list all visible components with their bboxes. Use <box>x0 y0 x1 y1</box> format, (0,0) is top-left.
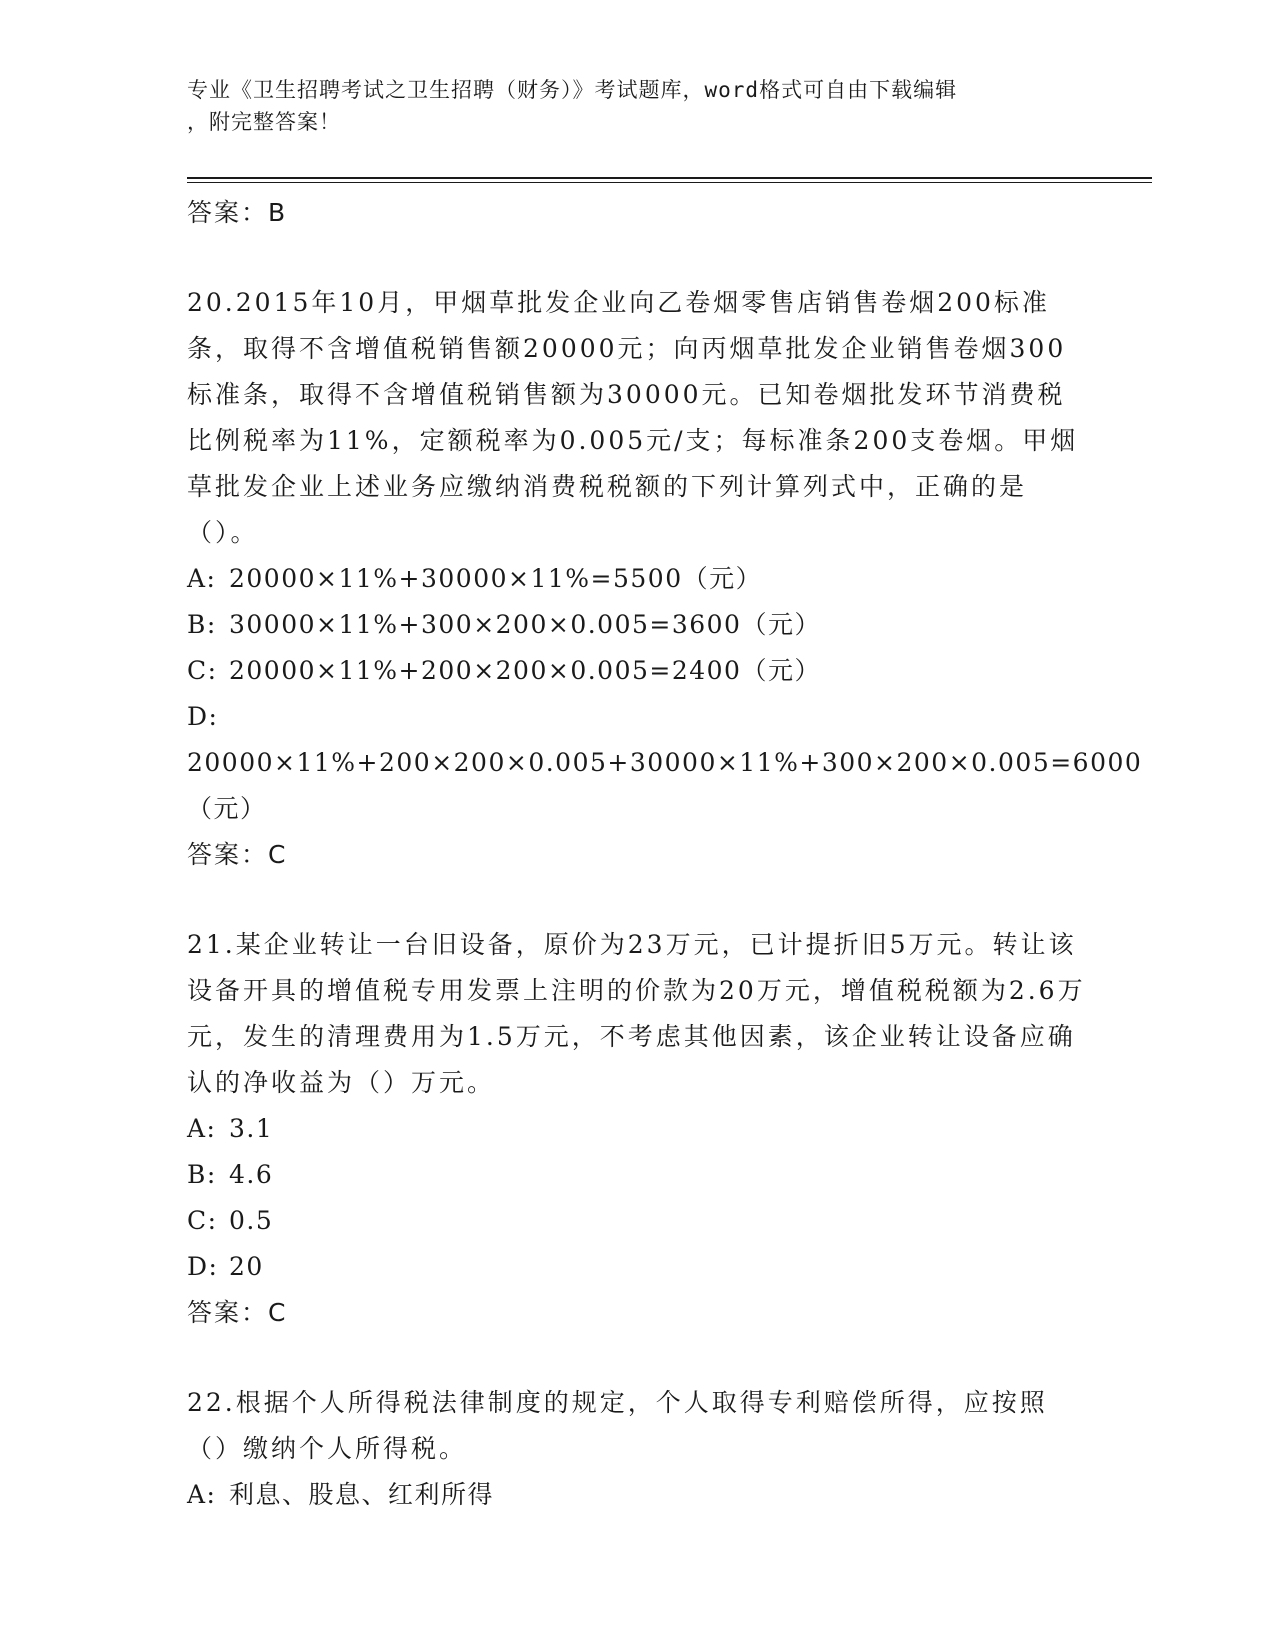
option-text: 3.1 <box>229 1114 274 1143</box>
option-text: 利息、股息、红利所得 <box>229 1480 495 1509</box>
option-letter: A: <box>187 1114 217 1143</box>
question-stem: 22.根据个人所得税法律制度的规定，个人取得专利赔偿所得，应按照（）缴纳个人所得税。 <box>187 1388 1048 1463</box>
option-c <box>187 1198 1087 1244</box>
question-22 <box>187 1380 1087 1518</box>
option-text: 0.5 <box>229 1206 274 1235</box>
answer: 答案：C <box>187 840 288 869</box>
option-text: 20000×11%+200×200×0.005+30000×11%+300×200×0.005=6000（元） <box>187 748 1143 823</box>
header-title-line1: 专业《卫生招聘考试之卫生招聘（财务）》考试题库，word格式可自由下载编辑 <box>187 78 958 102</box>
option-text: 20000×11%+30000×11%=5500（元） <box>229 564 763 593</box>
option-d <box>187 694 1143 832</box>
option-b <box>187 602 1087 648</box>
question-stem: 21.某企业转让一台旧设备，原价为23万元，已计提折旧5万元。转让该设备开具的增值税专用发票上注明的价款为20万元，增值税税额为2.6万元，发生的清理费用为1.5万元，不考虑其他因素，该企业转让设备应确认的净收益为（）万元。 <box>187 930 1086 1097</box>
option-letter: C: <box>187 1206 218 1235</box>
option-letter: A: <box>187 564 217 593</box>
option-letter: B: <box>187 1160 217 1189</box>
option-letter: A: <box>187 1480 217 1509</box>
header-divider-thin <box>187 182 1152 183</box>
option-letter: D: <box>187 1252 219 1281</box>
option-a <box>187 1106 1087 1152</box>
option-d <box>187 1244 1087 1290</box>
question-20 <box>187 280 1143 878</box>
answer: 答案：C <box>187 1298 288 1327</box>
option-text: 4.6 <box>229 1160 274 1189</box>
header-divider-thick <box>187 177 1152 179</box>
option-text: 20000×11%+200×200×0.005=2400（元） <box>229 656 821 685</box>
option-c <box>187 648 1087 694</box>
option-letter: D: <box>187 702 219 731</box>
page-header <box>187 74 1087 138</box>
option-a <box>187 556 1087 602</box>
option-text: 20 <box>229 1252 264 1281</box>
header-title-line2: ，附完整答案！ <box>187 110 341 134</box>
question-21 <box>187 922 1087 1336</box>
option-b <box>187 1152 1087 1198</box>
previous-answer: 答案：B <box>187 198 288 227</box>
option-a <box>187 1472 1087 1518</box>
option-letter: B: <box>187 610 217 639</box>
page-content <box>187 186 1143 1518</box>
option-text: 30000×11%+300×200×0.005=3600（元） <box>229 610 821 639</box>
option-letter: C: <box>187 656 218 685</box>
question-stem: 20.2015年10月，甲烟草批发企业向乙卷烟零售店销售卷烟200标准条，取得不含增值税销售额20000元；向丙烟草批发企业销售卷烟300标准条，取得不含增值税销售额为30000元。已知卷烟批发环节消费税比例税率为11%，定额税率为0.005元/支；每标准条200支卷烟。甲烟草批发企业上述业务应缴纳消费税税额的下列计算列式中，正确的是（）。 <box>187 288 1079 547</box>
